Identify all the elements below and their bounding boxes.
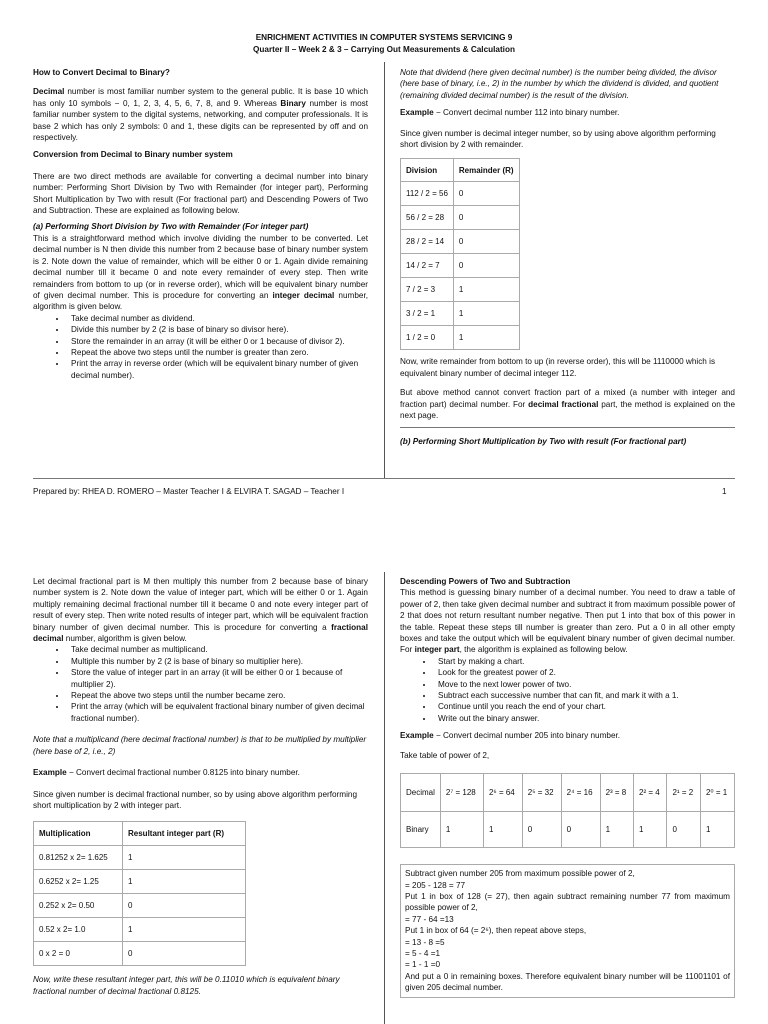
list-item: • Print the array in reverse order (which will be equivalent binary number of given decimal number). bbox=[67, 358, 368, 381]
paragraph-but-fraction: But above method cannot convert fraction part of a mixed (a number with integer and fraction part) decimal number. For decimal fractional part, the method is explained on the next page. bbox=[400, 388, 736, 421]
list-item: • Take decimal number as multiplicand. bbox=[67, 644, 368, 655]
note-dividend: Note that dividend (here given decimal number) is the number being divided, the divisor (here base of binary, i.e., 2) in the number by which the dividend is divided, and quotient (remaining divided decimal number) is the result of the division. bbox=[400, 68, 719, 100]
list-item: • Repeat the above two steps until the number is greater than zero. bbox=[67, 347, 368, 358]
paragraph-guessing-method: This method is guessing binary number of a decimal number. You need to draw a table of power of 2, then take given decimal number and subtract it from maximum possible power of 2 that does not return resultant number negative. Then put 1 into that box of this power in the table. Repeat these steps till number is greater than zero. Put a 0 in all other empty boxes and take the output which will be equivalent binary number of given decimal number. For integer part, the algorithm is explained as following below. bbox=[400, 588, 735, 655]
list-item: • Divide this number by 2 (2 is base of binary so divisor here). bbox=[67, 324, 368, 335]
paragraph-since-integer: Since given number is decimal integer number, so by using above algorithm performing short division by 2 with remainder. bbox=[400, 128, 716, 150]
list-item: • Subtract each successive number that can fit, and mark it with a 1. bbox=[434, 690, 735, 701]
table-row: 0 x 2 = 0 0 bbox=[34, 942, 246, 966]
header-subtitle: Quarter II – Week 2 & 3 – Carrying Out Measurements & Calculation bbox=[253, 45, 515, 54]
power-of-two-table bbox=[400, 773, 735, 848]
footer-rule bbox=[33, 478, 735, 479]
step-line: = 13 - 8 =5 bbox=[405, 937, 445, 947]
list-item: • Take decimal number as dividend. bbox=[67, 313, 368, 324]
page1-right-column bbox=[400, 67, 735, 448]
step-line: = 5 - 4 =1 bbox=[405, 948, 441, 958]
example-08125: Example − Convert decimal fractional number 0.8125 into binary number. bbox=[33, 768, 300, 778]
step-line: And put a 0 in remaining boxes. Therefore equivalent binary number will be 11001101 of given 205 decimal number. bbox=[405, 971, 730, 993]
page-number: 1 bbox=[722, 487, 727, 496]
division-table bbox=[400, 158, 520, 350]
step-line: = 205 - 128 = 77 bbox=[405, 880, 466, 890]
example-205: Example − Convert decimal number 205 into binary number. bbox=[400, 731, 621, 741]
table-row: 7 / 2 = 3 1 bbox=[401, 278, 520, 302]
heading-how-to-convert: How to Convert Decimal to Binary? bbox=[33, 68, 170, 77]
list-item: • Continue until you reach the end of your chart. bbox=[434, 701, 735, 712]
table-header: Remainder (R) bbox=[453, 159, 519, 182]
step-line: Put 1 in box of 128 (= 27), then again subtract remaining number 77 from maximum possible power of 2, bbox=[405, 891, 730, 913]
list-item: • Write out the binary answer. bbox=[434, 713, 735, 724]
table-row: Decimal 2⁷ = 128 2⁶ = 64 2⁵ = 32 2⁴ = 16 2³ = 8 2² = 4 2¹ = 2 2⁰ = 1 bbox=[401, 774, 735, 812]
heading-conversion: Conversion from Decimal to Binary number system bbox=[33, 150, 233, 160]
page1-left-column bbox=[33, 67, 368, 381]
separator-line bbox=[400, 427, 735, 428]
subtraction-steps-box bbox=[400, 864, 735, 997]
list-item: • Move to the next lower power of two. bbox=[434, 679, 735, 690]
list-item: • Look for the greatest power of 2. bbox=[434, 667, 735, 678]
list-item: • Store the value of integer part in an array (it will be either 0 or 1 because of multiplier 2). bbox=[67, 667, 368, 690]
list-item: • Repeat the above two steps until the number became zero. bbox=[67, 690, 368, 701]
table-header: Multiplication bbox=[34, 822, 123, 846]
paragraph-two-methods: There are two direct methods are available for converting a decimal number into binary number: Performing Short Division by Two with Remainder (for integer part), Performing Short Multiplication by Two with result (For fractional part) and Descending Powers of Two and Subtraction. These are explained as following below. bbox=[33, 171, 368, 216]
note-multiplicand: Note that a multiplicand (here decimal fractional number) is that to be multiplied by multiplier (here base of 2, i.e., 2) bbox=[33, 735, 367, 756]
table-row: 112 / 2 = 56 0 bbox=[401, 182, 520, 206]
example-112: Example − Convert decimal number 112 into binary number. bbox=[400, 108, 620, 118]
page2-left-column bbox=[33, 576, 368, 997]
header-title: ENRICHMENT ACTIVITIES IN COMPUTER SYSTEMS SERVICING 9 bbox=[255, 33, 513, 42]
paragraph-now-reverse: Now, write remainder from bottom to up (in reverse order), this will be 1110000 which is equivalent binary number of decimal integer 112. bbox=[400, 357, 716, 378]
column-divider bbox=[384, 62, 385, 478]
paragraph-since-fraction: Since given number is decimal fractional number, so by using above algorithm performing short multiplication by 2 with integer part. bbox=[33, 789, 358, 810]
algorithm-list-a bbox=[33, 313, 368, 381]
step-line: = 77 - 64 =13 bbox=[405, 914, 454, 924]
list-item: • Multiple this number by 2 (2 is base of binary so multiplier here). bbox=[67, 656, 368, 667]
table-row: Binary 1 1 0 0 1 1 0 1 bbox=[401, 812, 735, 848]
footer-prepared-by: Prepared by: RHEA D. ROMERO – Master Teacher I & ELVIRA T. SAGAD – Teacher I bbox=[33, 487, 345, 496]
table-row: 0.252 x 2= 0.50 0 bbox=[34, 894, 246, 918]
algorithm-list-b bbox=[33, 644, 368, 724]
paragraph-take-table: Take table of power of 2, bbox=[400, 750, 490, 760]
paragraph-method-a: This is a straightforward method which involve dividing the number to be converted. Let decimal number is N then divide this number from 2 because base of binary number system is 2. Note down the value of remainder, which will be either 0 or 1. Again divide remaining decimal number till it became 0 and note every remainder of every step. Then write remainders from bottom to up (or in reverse order), which will be equivalent binary number of given decimal number. This is procedure for converting an integer decimal number, algorithm is given below. bbox=[33, 233, 368, 312]
step-line: Put 1 in box of 64 (= 2⁶), then repeat above steps, bbox=[405, 926, 587, 936]
column-divider bbox=[384, 572, 385, 1024]
table-row: 0.6252 x 2= 1.25 1 bbox=[34, 870, 246, 894]
paragraph-decimal-binary: Decimal number is most familiar number system to the general public. It is base 10 which has only 10 symbols − 0, 1, 2, 3, 4, 5, 6, 7, 8, and 9. Whereas Binary number is most familiar number system to the digital systems, networking, and computer professionals. It is base 2 which has only 2 symbols: 0 and 1, these digits can be represented by off and on respectively. bbox=[33, 87, 368, 143]
table-row: 1 / 2 = 0 1 bbox=[401, 326, 520, 350]
paragraph-now-result: Now, write these resultant integer part, this will be 0.11010 which is equivalent binary fractional number of decimal fractional 0.8125. bbox=[33, 975, 340, 996]
list-item: • Print the array (which will be equivalent fractional binary number of given decimal fractional number). bbox=[67, 701, 368, 724]
heading-method-a: (a) Performing Short Division by Two with Remainder (For integer part) bbox=[33, 222, 309, 232]
step-line: = 1 - 1 =0 bbox=[405, 960, 441, 970]
step-line: Subtract given number 205 from maximum possible power of 2, bbox=[405, 869, 635, 879]
table-row: 56 / 2 = 28 0 bbox=[401, 206, 520, 230]
table-row: 3 / 2 = 1 1 bbox=[401, 302, 520, 326]
table-row: 14 / 2 = 7 0 bbox=[401, 254, 520, 278]
list-item: • Start by making a chart. bbox=[434, 656, 735, 667]
table-row: 0.81252 x 2= 1.625 1 bbox=[34, 846, 246, 870]
table-header: Resultant integer part (R) bbox=[123, 822, 246, 846]
table-header: Division bbox=[401, 159, 454, 182]
table-row: 0.52 x 2= 1.0 1 bbox=[34, 918, 246, 942]
list-item: • Store the remainder in an array (it will be either 0 or 1 because of divisor 2). bbox=[67, 336, 368, 347]
heading-descending-powers: Descending Powers of Two and Subtraction bbox=[400, 577, 571, 586]
algorithm-list-c bbox=[400, 656, 735, 724]
multiplication-table bbox=[33, 821, 246, 966]
heading-method-b: (b) Performing Short Multiplication by Two with result (For fractional part) bbox=[400, 437, 687, 447]
paragraph-fraction-method: Let decimal fractional part is M then multiply this number from 2 because base of binary number system is 2. Note down the value of integer part, which will be either 0 or 1. Again multiply remaining decimal fractional number till it became 0 and note every integer part of result of every step. Then write noted results of integer part, which will be equivalent fraction binary number of given decimal number. This is procedure for converting a fractional decimal number, algorithm is given below. bbox=[33, 577, 368, 644]
table-row: 28 / 2 = 14 0 bbox=[401, 230, 520, 254]
page2-right-column bbox=[400, 576, 735, 998]
